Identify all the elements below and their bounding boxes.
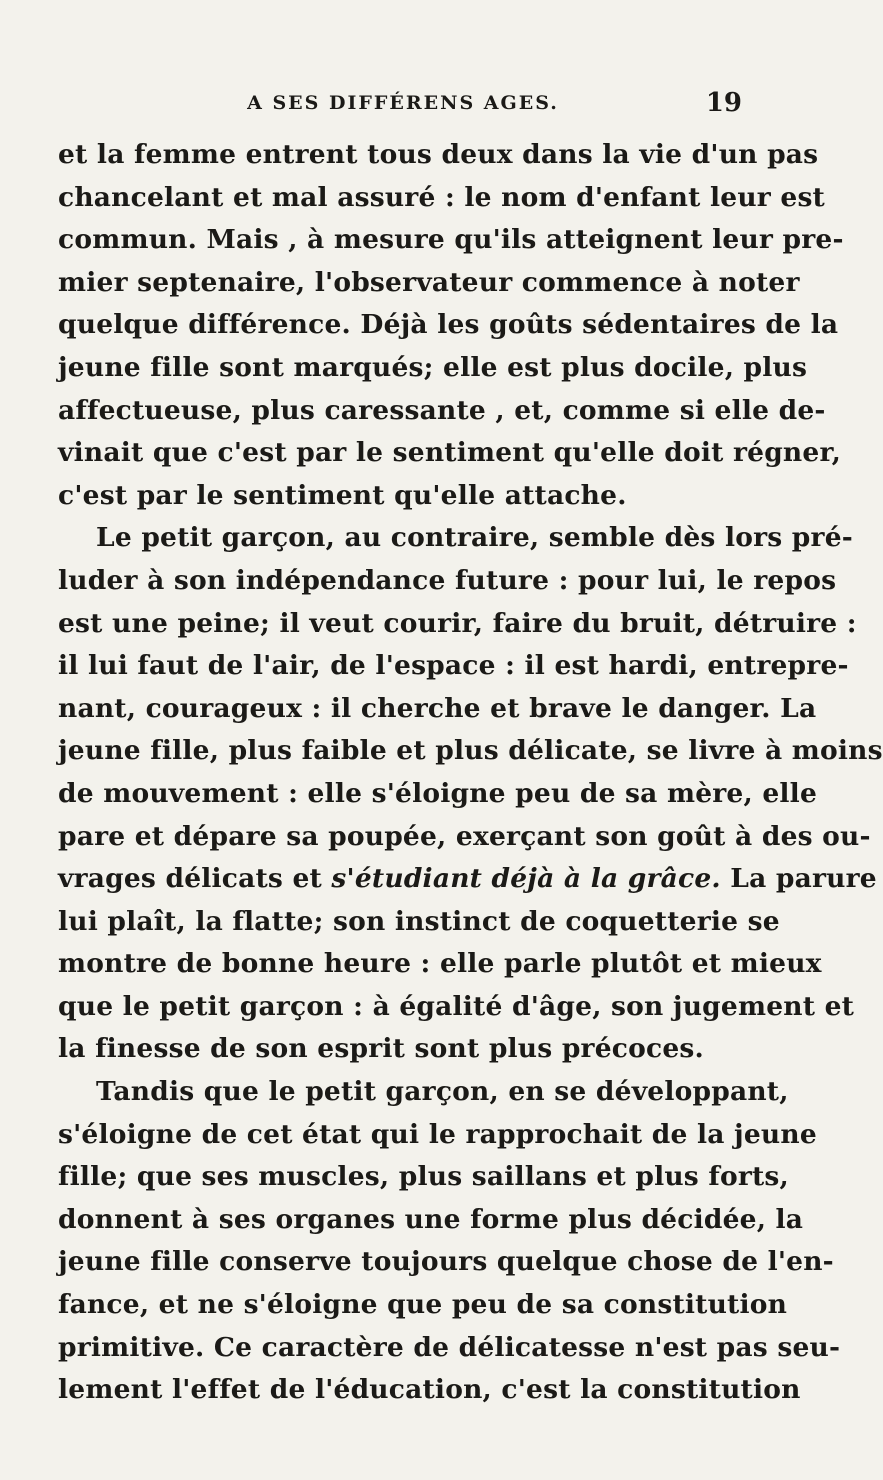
paragraph-start-line: Le petit garçon, au contraire, semble dès lors pré- [96,522,853,554]
page-number: 19 [705,88,742,118]
text-line: quelque différence. Déjà les goûts sédentaires de la [58,309,839,341]
text-line: jeune fille conserve toujours quelque chose de l'en- [58,1246,834,1278]
text-line: jeune fille sont marqués; elle est plus docile, plus [58,351,808,383]
text-line-with-italic [58,858,877,901]
text-line: vinait que c'est par le sentiment qu'elle doit régner, [58,437,842,469]
text-line: donnent à ses organes une forme plus décidée, la [58,1203,804,1235]
text-line: commun. Mais , à mesure qu'ils atteignent leur pre- [58,224,844,256]
text-line: s'éloigne de cet état qui le rapprochait de la jeune [58,1118,817,1150]
text-segment: La parure [720,863,877,895]
paragraph-start-line: Tandis que le petit garçon, en se développant, [96,1076,789,1108]
text-line: il lui faut de l'air, de l'espace : il est hardi, entrepre- [58,650,849,682]
text-line: que le petit garçon : à égalité d'âge, son jugement et [58,990,855,1022]
text-line: lement l'effet de l'éducation, c'est la constitution [58,1374,801,1406]
text-line: luder à son indépendance future : pour lui, le repos [58,564,837,596]
text-line: et la femme entrent tous deux dans la vie d'un pas [58,139,819,170]
italic-phrase: s'étudiant déjà à la grâce. [331,863,721,895]
text-line: chancelant et mal assuré : le nom d'enfant leur est [58,181,826,213]
text-line: lui plaît, la flatte; son instinct de coquetterie se [58,905,780,937]
text-line: fille; que ses muscles, plus saillans et plus forts, [58,1161,789,1193]
text-line: montre de bonne heure : elle parle plutôt et mieux [58,948,822,980]
text-line: nant, courageux : il cherche et brave le danger. La [58,692,817,724]
text-line: est une peine; il veut courir, faire du bruit, détruire : [58,607,857,639]
text-line: jeune fille, plus faible et plus délicate, se livre à moins [58,735,883,767]
text-line: la finesse de son esprit sont plus précoces. [58,1033,704,1065]
text-line: de mouvement : elle s'éloigne peu de sa mère, elle [58,777,818,809]
text-line: primitive. Ce caractère de délicatesse n'est pas seu- [58,1331,841,1363]
text-line: c'est par le sentiment qu'elle attache. [58,479,627,511]
text-line: pare et dépare sa poupée, exerçant son goût à des ou- [58,820,871,852]
text-line: mier septenaire, l'observateur commence à noter [58,266,800,298]
text-line: fance, et ne s'éloigne que peu de sa constitution [58,1289,788,1321]
running-title: A SES DIFFÉRENS AGES. [247,92,559,114]
text-line: affectueuse, plus caressante , et, comme si elle de- [58,394,826,426]
text-segment: vrages délicats et [58,863,332,895]
body-text [58,134,883,1412]
running-head [58,88,748,118]
